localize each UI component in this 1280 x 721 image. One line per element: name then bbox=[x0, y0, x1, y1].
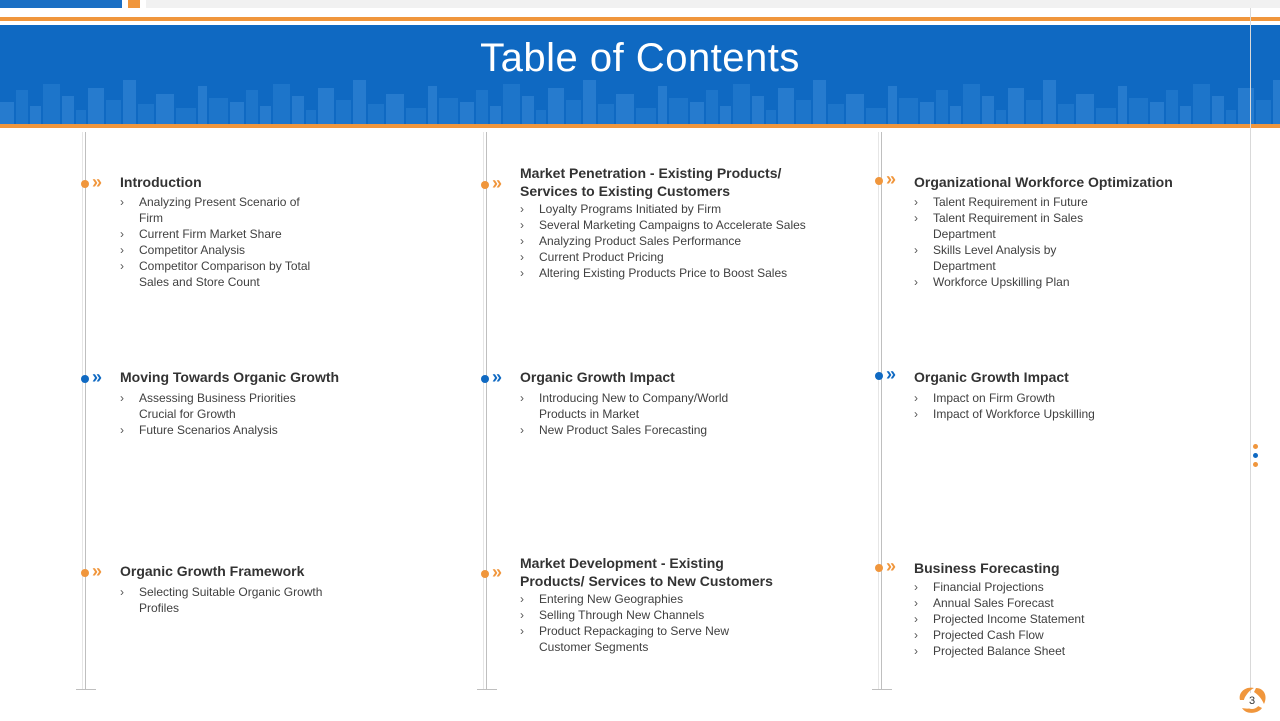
side-dot-icon bbox=[1253, 444, 1258, 449]
section-items bbox=[914, 579, 1214, 659]
list-item: › Projected Balance Sheet bbox=[914, 643, 1214, 659]
section-items bbox=[520, 390, 740, 438]
top-strip-gray bbox=[146, 0, 1280, 8]
list-item: › Current Product Pricing bbox=[520, 249, 820, 265]
list-item: › Loyalty Programs Initiated by Firm bbox=[520, 201, 820, 217]
list-item: › Introducing New to Company/World Products in Market bbox=[520, 390, 740, 422]
timeline-cap-col1 bbox=[76, 689, 96, 693]
header-bottom-orange-line bbox=[0, 124, 1280, 128]
section-title: Market Penetration - Existing Products/ Services to Existing Customers bbox=[520, 165, 782, 199]
page-title: Table of Contents bbox=[480, 36, 800, 80]
section-marker-icon: » bbox=[81, 567, 111, 579]
header-banner bbox=[0, 25, 1280, 124]
list-item: › Analyzing Product Sales Performance bbox=[520, 233, 820, 249]
right-edge-line bbox=[1250, 8, 1251, 708]
list-item: › Selecting Suitable Organic Growth Profiles bbox=[120, 584, 330, 616]
section-marker-icon: » bbox=[481, 568, 511, 580]
list-item: › Annual Sales Forecast bbox=[914, 595, 1214, 611]
list-item: › Talent Requirement in Future bbox=[914, 194, 1114, 210]
top-strip-orange bbox=[128, 0, 140, 8]
list-item: › Impact on Firm Growth bbox=[914, 390, 1214, 406]
timeline-line-col2 bbox=[486, 132, 487, 689]
list-item: › Assessing Business Priorities Crucial for Growth bbox=[120, 390, 310, 422]
list-item: › Competitor Comparison by Total Sales and Store Count bbox=[120, 258, 320, 290]
section-title: Moving Towards Organic Growth bbox=[120, 369, 340, 385]
section-title: Organic Growth Impact bbox=[914, 369, 1069, 385]
section-items bbox=[914, 390, 1214, 422]
side-dot-icon bbox=[1253, 462, 1258, 467]
section-marker-icon: » bbox=[81, 373, 111, 385]
list-item: › Product Repackaging to Serve New Customer Segments bbox=[520, 623, 740, 655]
list-item: › Projected Income Statement bbox=[914, 611, 1214, 627]
list-item: › Selling Through New Channels bbox=[520, 607, 740, 623]
timeline-cap-col3 bbox=[872, 689, 892, 693]
timeline-cap-col2 bbox=[477, 689, 497, 693]
section-items bbox=[520, 591, 740, 655]
list-item: › Skills Level Analysis by Department bbox=[914, 242, 1114, 274]
page-number: 3 bbox=[1248, 695, 1256, 707]
list-item: › Analyzing Present Scenario of Firm bbox=[120, 194, 320, 226]
list-item: › Competitor Analysis bbox=[120, 242, 320, 258]
section-title: Introduction bbox=[120, 174, 202, 190]
section-items bbox=[914, 194, 1114, 290]
list-item: › Projected Cash Flow bbox=[914, 627, 1214, 643]
top-decor-strip bbox=[0, 0, 1280, 10]
section-marker-icon: » bbox=[875, 370, 905, 382]
section-items bbox=[520, 201, 820, 281]
section-marker-icon: » bbox=[81, 178, 111, 190]
section-title: Organic Growth Impact bbox=[520, 369, 675, 385]
list-item: › Altering Existing Products Price to Boost Sales bbox=[520, 265, 820, 281]
section-title: Market Development - Existing Products/ Services to New Customers bbox=[520, 555, 773, 589]
section-marker-icon: » bbox=[481, 373, 511, 385]
timeline-line-col3 bbox=[881, 132, 882, 689]
side-dot-icon bbox=[1253, 453, 1258, 458]
section-marker-icon: » bbox=[875, 175, 905, 187]
list-item: › Workforce Upskilling Plan bbox=[914, 274, 1114, 290]
list-item: › Impact of Workforce Upskilling bbox=[914, 406, 1214, 422]
list-item: › Talent Requirement in Sales Department bbox=[914, 210, 1114, 242]
section-items bbox=[120, 194, 320, 290]
section-items bbox=[120, 584, 330, 616]
page-number-badge bbox=[1232, 682, 1270, 716]
list-item: › Financial Projections bbox=[914, 579, 1214, 595]
section-title: Business Forecasting bbox=[914, 560, 1060, 576]
header-top-orange-line bbox=[0, 17, 1280, 21]
list-item: › Entering New Geographies bbox=[520, 591, 740, 607]
section-items bbox=[120, 390, 310, 438]
section-marker-icon: » bbox=[875, 562, 905, 574]
top-strip-blue bbox=[0, 0, 122, 8]
list-item: › New Product Sales Forecasting bbox=[520, 422, 740, 438]
section-title: Organic Growth Framework bbox=[120, 563, 305, 579]
timeline-line-col1 bbox=[85, 132, 86, 689]
section-title: Organizational Workforce Optimization bbox=[914, 174, 1173, 190]
list-item: › Future Scenarios Analysis bbox=[120, 422, 310, 438]
list-item: › Current Firm Market Share bbox=[120, 226, 320, 242]
section-marker-icon: » bbox=[481, 179, 511, 191]
list-item: › Several Marketing Campaigns to Accelerate Sales bbox=[520, 217, 820, 233]
city-skyline-icon bbox=[0, 76, 1280, 124]
